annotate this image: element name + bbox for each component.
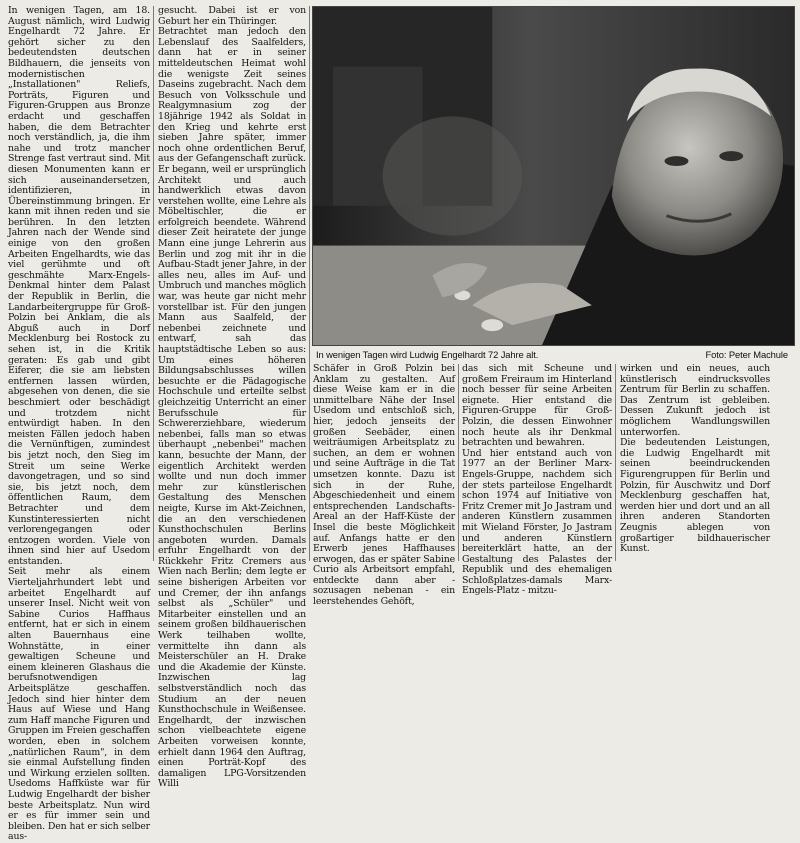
- article-column-3: Schäfer in Groß Polzin bei Anklam zu gestalten. Auf diese Weise kam er in die unmittelbare Nähe der Insel Usedom und entschloß sich, hier, jedoch jenseits der großen Seebäder, einen weiträumigen Arbeitsplatz zu suchen, an dem er wohnen und seine Aufträge in die Tat umsetzen konnte. Dazu ist sich in der Ruhe, Abgeschiedenheit und einem entsprechenden Landschafts-Areal an der Haff-Küste der Insel die beste Möglichkeit auf. Anfangs hatte er den Erwerb jenes Haffhauses erwogen, das er später Sabine Curio als Arbeitsort empfahl, entdeckte dann aber - sozusagen nebenan - ein leerstehendes Gehöft,: [313, 363, 455, 608]
- portrait-photo: [312, 6, 795, 346]
- photo-credit: Foto: Peter Machule: [705, 349, 788, 360]
- article-column-5: wirken und ein neues, auch künstlerisch eindrucksvolles Zentrum für Berlin zu schaffen. Das Zentrum ist gebleiben. Dessen Zukunft jedoch ist möglichem Wandlungswillen unterworfen. Die bedeutenden Leistungen, die Ludwig Engelhardt mit seinen beeindruckenden Figurengruppen für Berlin und Polzin, für Auschwitz und Dorf Mecklenburg geschaffen hat, werden hier und dort und an all ihren anderen Standorten Zeugnis ablegen von großartiger bildhauerischer Kunst.: [620, 363, 770, 555]
- article-column-2: gesucht. Dabei ist er von Geburt her ein Thüringer. Betrachtet man jedoch den Lebenslauf des Saalfelders, dann hat er in seiner mitteldeutschen Heimat wohl die wenigste Zeit seines Daseins zugebracht. Nach dem Besuch von Volksschule und Realgymnasium zog der 18jährige 1942 als Soldat in den Krieg und kehrte erst sieben Jahre später, immer noch ohne ordentlichen Beruf, aus der Gefangenschaft zurück. Er begann, weil er ursprünglich Architekt und auch handwerklich etwas davon verstehen wollte, eine Lehre als Möbeltischler, die er erfolgreich beendete. Während dieser Zeit heiratete der junge Mann eine junge Lehrerin aus Berlin und zog mit ihr in die Aufbau-Stadt jener Jahre, in der alles neu, alles im Auf- und Umbruch und manches möglich war, was heute gar nicht mehr vorstellbar ist. Für den jungen Mann aus Saalfeld, der nebenbei zeichnete und entwarf, sah das hauptstädtische Leben so aus: Um eines höheren Bildungsabschlusses willen besuchte er die Pädagogische Hochschule und erteilte selbst gleichzeitig Unterricht an einer Berufsschule für Schwererziehbare, wiederum nebenbei, falls man so etwas überhaupt „nebenbei" machen kann, besuchte der Mann, der eigentlich Architekt werden wollte und nun doch immer mehr zur künstlerischen Gestaltung des Menschen neigte, Kurse im Akt-Zeichnen, die an den verschiedenen Kunsthochschulen Berlins angeboten wurden. Damals erfuhr Engelhardt von der Rückkehr Fritz Cremers aus Wien nach Berlin; dem legte er seine bisherigen Arbeiten vor und Cremer, der ihn anfangs selbst als „Schüler" und Mitarbeiter einstellen und an seinem großen bildhauerischen Werk teilhaben wollte, vermittelte ihn dann als Meisterschüler an H. Drake und die Akademie der Künste. Inzwischen lag selbstverständlich noch das Studium an der neuen Kunsthochschule in Weißensee. Engelhardt, der inzwischen schon vielbeachtete eigene Arbeiten vorweisen konnte, erhielt dann 1964 den Auftrag, einen Porträt-Kopf des damaligen LPG-Vorsitzenden Willi: [158, 5, 306, 790]
- article-column-1: In wenigen Tagen, am 18. August nämlich, wird Ludwig Engelhardt 72 Jahre. Er gehört sicher zu den bedeutendsten deutschen Bildhauern, die jenseits von modernistischen „Installationen" Reliefs, Porträts, Figuren und Figuren-Gruppen aus Bronze erdacht und geschaffen haben, die dem Betrachter noch verständlich, ja, die ihm nahe und trotz mancher Strenge fast vertraut sind. Mit diesen Monumenten kann er sich auseinandersetzen, identifizieren, in Übereinstimmung bringen. Er kann mit ihnen reden und sie berühren. In den letzten Jahren nach der Wende sind einige von den großen Arbeiten Engelhardts, wie das viel gerühmte und oft geschmähte Marx-Engels-Denkmal hinter dem Palast der Republik in Berlin, die Landarbeitergruppe für Groß-Polzin bei Anklam, die als Abguß auch in Dorf Mecklenburg bei Rostock zu sehen ist, in die Kritik geraten: Es gab und gibt Eiferer, die sie am liebsten entfernen lassen würden, abgesehen von denen, die sie beschmiert oder beschädigt und trotzdem nicht entwürdigt haben. In den meisten Fällen jedoch haben die Vernünftigen, zumindest bis jetzt noch, den Sieg im Streit um seine Werke davongetragen, und so sind sie, bis jetzt noch, dem öffentlichen Raum, dem Betrachter und dem Kunstinteressierten nicht verlorengegangen oder entzogen worden. Viele von ihnen sind hier auf Usedom entstanden. Seit mehr als einem Vierteljahrhundert lebt und arbeitet Engelhardt auf unserer Insel. Nicht weit von Sabine Curios Haffhaus entfernt, hat er sich in einem alten Bauernhaus eine Wohnstätte, in einer gewaltigen Scheune und einem kleineren Glashaus die berufsnotwendigen Arbeitsplätze geschaffen. Jedoch sind hier hinter dem Haus auf Wiese und Hang zum Haff manche Figuren und Gruppen im Freien geschaffen worden, eben in solchem „natürlichen Raum", in dem sie einmal Aufstellung finden und Wirkung erzielen sollten. Usedoms Haffküste war für Ludwig Engelhardt der bisher beste Arbeitsplatz. Nun wird er es für immer sein und bleiben. Den hat er sich selber aus-: [8, 5, 150, 843]
- column-divider: [615, 364, 616, 561]
- column-divider: [153, 6, 154, 561]
- column-divider: [309, 6, 310, 561]
- article-column-4: das sich mit Scheune und großem Freiraum im Hinterland noch besser für seine Arbeiten eignete. Hier entstand die Figuren-Gruppe für Groß-Polzin, die dessen Einwohner noch heute als ihr Denkmal betrachten und bewahren. Und hier entstand auch von 1977 an der Berliner Marx-Engels-Gruppe, nachdem sich der stets parteilose Engelhardt schon 1974 auf Initiative von Fritz Cremer mit Jo Jastram und anderen Künstlern zusammen mit Wieland Förster, Jo Jastram und anderen Künstlern bereiterklärt hatte, an der Gestaltung des Palastes der Republik und des ehemaligen Schloßplatzes-damals Marx-Engels-Platz - mitzu-: [462, 363, 612, 597]
- photo-caption: In wenigen Tagen wird Ludwig Engelhardt 72 Jahre alt.: [316, 349, 539, 360]
- column-divider: [458, 364, 459, 561]
